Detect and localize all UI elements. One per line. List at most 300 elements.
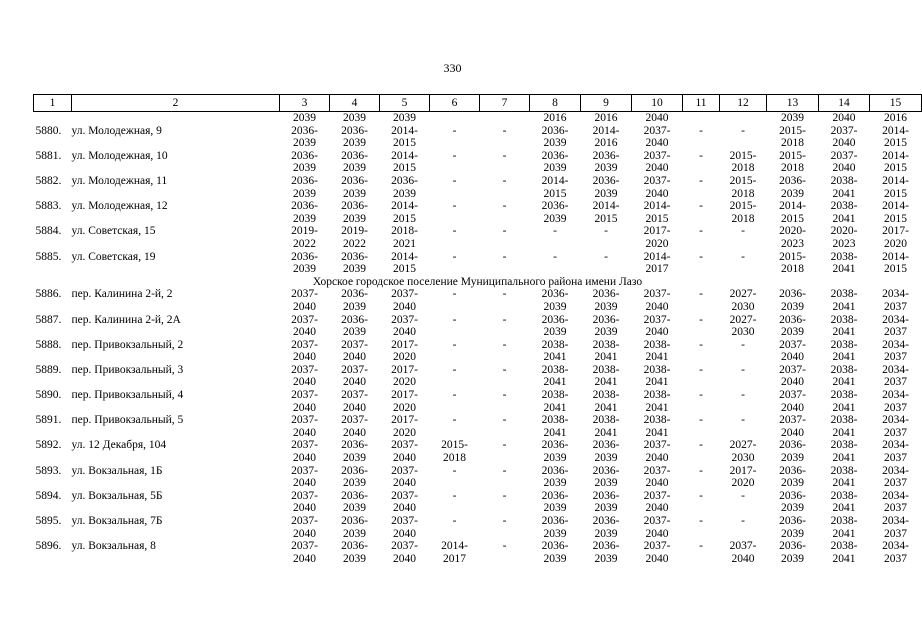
year-cell: 2037- 2040 (830, 124, 858, 150)
year-cell: 2037- 2040 (643, 489, 671, 515)
table-row (34, 150, 922, 175)
year-cell: 2036- 2039 (541, 464, 569, 490)
year-cell: 2037- 2040 (643, 464, 671, 490)
year-cell: - (502, 414, 507, 427)
year-cell: 2036- 2039 (341, 313, 368, 339)
year-cell: 2014- 2015 (592, 200, 620, 225)
year-cell: 2036- 2039 (291, 174, 318, 200)
year-cell: 2038- 2041 (830, 288, 858, 313)
year-cell: - (699, 338, 703, 351)
year-cell: - (553, 225, 557, 238)
year-cell: 2037- 2040 (341, 338, 368, 364)
row-number: 5894. (35, 489, 62, 502)
year-cell: 2016 (543, 112, 567, 124)
year-cell: 2038- 2041 (643, 414, 671, 439)
year-cell: - (452, 363, 457, 376)
column-header: 3 (280, 95, 330, 112)
year-cell: 2036- 2039 (341, 489, 368, 515)
table-row (34, 364, 922, 389)
year-cell: - (741, 363, 745, 376)
column-header: 11 (683, 95, 720, 112)
year-cell: 2037- 2040 (643, 174, 671, 200)
year-cell: - (699, 439, 703, 452)
table-row (34, 314, 922, 339)
year-cell: - (699, 225, 703, 238)
year-cell: 2036- 2039 (541, 200, 569, 225)
year-cell: 2036- 2039 (341, 515, 368, 540)
year-cell: 2014- 2015 (391, 200, 418, 225)
address-cell: пер. Привокзальный, 3 (71, 363, 184, 376)
address-cell: ул. Вокзальная, 1Б (71, 464, 163, 477)
column-header: 9 (581, 95, 632, 112)
year-cell: 2036- 2039 (592, 288, 620, 313)
schedule-table (33, 94, 922, 565)
year-cell: 2036- 2039 (779, 313, 806, 339)
year-cell (430, 112, 480, 125)
year-cell: 2037- 2040 (830, 149, 858, 175)
address-cell: ул. Вокзальная, 8 (71, 540, 156, 553)
year-cell: - (502, 540, 507, 553)
year-cell: 2036- 2039 (341, 200, 368, 225)
year-cell: 2037- 2040 (291, 338, 318, 364)
year-cell: 2014- 2015 (882, 174, 909, 200)
year-cell: 2027- 2030 (729, 288, 757, 313)
year-cell: 2038- 2041 (592, 389, 620, 414)
year-cell: 2036- 2039 (541, 124, 569, 150)
year-cell: - (452, 174, 457, 187)
year-cell: 2036- 2039 (592, 313, 620, 339)
year-cell: 2036- 2039 (779, 174, 806, 200)
year-cell: 2038- 2041 (541, 414, 569, 439)
table-row (34, 465, 922, 490)
row-number: 5891. (35, 414, 62, 427)
year-cell: - (699, 288, 703, 301)
year-cell: 2037- 2040 (391, 313, 418, 339)
address-cell: пер. Калинина 2-й, 2 (71, 288, 173, 301)
column-header: 12 (720, 95, 767, 112)
year-cell: 2037- 2040 (291, 515, 318, 540)
year-cell: 2034- 2037 (882, 464, 909, 490)
year-cell: 2018- 2021 (391, 225, 418, 250)
year-cell: 2037- 2040 (779, 414, 806, 439)
address-cell: пер. Привокзальный, 5 (71, 414, 184, 427)
year-cell: 2037- 2040 (341, 363, 368, 389)
address-cell: ул. Молодежная, 9 (71, 124, 162, 137)
year-cell: 2037- 2040 (643, 313, 671, 339)
year-cell: 2040 (832, 112, 856, 124)
year-cell: 2034- 2037 (882, 389, 909, 414)
year-cell: 2014- 2017 (441, 540, 468, 565)
year-cell: 2038- 2041 (541, 389, 569, 414)
year-cell: 2039 (393, 112, 416, 124)
year-cell: 2036- 2039 (541, 149, 569, 175)
year-cell: 2017- 2020 (391, 389, 418, 414)
year-cell: 2036- 2039 (541, 489, 569, 515)
row-number: 5889. (35, 363, 62, 376)
year-cell: 2016 (594, 112, 618, 124)
year-cell: - (741, 389, 745, 402)
year-cell: 2037- 2040 (391, 439, 418, 465)
year-cell: 2037- 2040 (291, 313, 318, 339)
year-cell: 2038- 2041 (830, 389, 858, 414)
year-cell: 2036- 2039 (592, 174, 620, 200)
year-cell: 2020- 2023 (830, 225, 858, 250)
year-cell: 2036- 2039 (541, 540, 569, 565)
table-row (34, 389, 922, 414)
year-cell: - (741, 414, 745, 427)
year-cell: - (604, 250, 608, 263)
year-cell: 2034- 2037 (882, 540, 909, 565)
year-cell: - (502, 389, 507, 402)
year-cell: 2038- 2041 (830, 414, 858, 439)
year-cell: 2014- 2015 (882, 250, 909, 276)
address-cell: ул. Вокзальная, 7Б (71, 515, 163, 527)
year-cell: 2038- 2041 (541, 338, 569, 364)
year-cell: - (553, 250, 557, 263)
year-cell: 2037- 2040 (391, 515, 418, 540)
year-cell: 2037- 2040 (291, 439, 318, 465)
year-cell: - (452, 313, 457, 326)
year-cell: 2036- 2039 (341, 540, 368, 565)
year-cell: 2036- 2039 (592, 464, 620, 490)
year-cell: 2038- 2041 (830, 313, 858, 339)
year-cell: 2017- 2020 (729, 464, 757, 490)
year-cell: 2037- 2040 (291, 464, 318, 490)
year-cell: 2014- 2015 (882, 149, 909, 175)
column-header: 15 (870, 95, 922, 112)
address-cell: пер. Привокзальный, 4 (71, 389, 184, 402)
year-cell: - (502, 200, 507, 213)
year-cell: 2015- 2018 (441, 439, 468, 465)
year-cell: 2036- 2039 (779, 464, 806, 490)
row-number (34, 112, 72, 125)
year-cell: - (699, 540, 703, 553)
row-number: 5883. (35, 200, 62, 213)
year-cell: - (699, 124, 703, 137)
column-header: 8 (530, 95, 581, 112)
year-cell: 2036- 2039 (291, 149, 318, 175)
year-cell: - (699, 200, 703, 213)
year-cell (683, 112, 720, 125)
address-cell: ул. Советская, 15 (71, 225, 156, 238)
year-cell: 2036- 2039 (779, 489, 806, 515)
year-cell: 2014- 2015 (882, 200, 909, 225)
year-cell: 2036- 2039 (341, 288, 368, 313)
address-cell (72, 112, 280, 125)
year-cell: - (741, 338, 745, 351)
year-cell: 2017- 2020 (391, 363, 418, 389)
year-cell: - (699, 250, 703, 263)
year-cell: 2038- 2041 (830, 464, 858, 490)
year-cell: - (699, 515, 703, 527)
column-header: 1 (34, 95, 72, 112)
year-cell: 2037- 2040 (779, 338, 806, 364)
year-cell: - (699, 464, 703, 477)
year-cell: 2036- 2039 (779, 288, 806, 313)
year-cell: 2036- 2039 (592, 149, 620, 175)
year-cell: 2017- 2020 (391, 338, 418, 364)
year-cell: 2037- 2040 (291, 288, 318, 313)
year-cell: - (741, 515, 745, 527)
year-cell: 2037- 2040 (779, 363, 806, 389)
year-cell: 2036- 2039 (291, 250, 318, 276)
year-cell: 2036- 2039 (592, 439, 620, 465)
year-cell: - (741, 225, 745, 238)
year-cell: 2036- 2039 (541, 313, 569, 339)
year-cell: 2034- 2037 (882, 288, 909, 313)
year-cell: 2036- 2039 (592, 540, 620, 565)
year-cell: 2037- 2040 (391, 464, 418, 490)
year-cell: - (699, 149, 703, 162)
year-cell: 2034- 2037 (882, 439, 909, 465)
year-cell: - (452, 515, 457, 527)
year-cell: 2015- 2018 (779, 250, 806, 276)
year-cell: 2036- 2039 (291, 200, 318, 225)
year-cell: - (699, 174, 703, 187)
year-cell: 2038- 2041 (643, 389, 671, 414)
year-cell: 2014- 2015 (779, 200, 806, 225)
year-cell: 2014- 2017 (643, 250, 671, 276)
year-cell: - (502, 363, 507, 376)
address-cell: ул. Молодежная, 11 (71, 174, 168, 187)
year-cell: 2014- 2016 (592, 124, 620, 150)
row-number: 5882. (35, 174, 62, 187)
year-cell: - (604, 225, 608, 238)
year-cell: 2037- 2040 (391, 288, 418, 313)
column-header: 4 (330, 95, 380, 112)
year-cell: - (452, 149, 457, 162)
year-cell: - (502, 489, 507, 502)
address-cell: ул. Молодежная, 12 (71, 200, 168, 213)
year-cell: 2034- 2037 (882, 338, 909, 364)
year-cell: 2019- 2022 (341, 225, 368, 250)
year-cell: 2037- 2040 (291, 414, 318, 439)
year-cell: 2037- 2040 (643, 540, 671, 565)
year-cell: 2038- 2041 (592, 338, 620, 364)
year-cell: - (502, 174, 507, 187)
year-cell: 2015- 2018 (729, 174, 757, 200)
address-cell: пер. Калинина 2-й, 2А (71, 313, 181, 326)
year-cell: 2036- 2039 (341, 439, 368, 465)
year-cell: 2037- 2040 (291, 489, 318, 515)
year-cell: 2036- 2039 (592, 489, 620, 515)
year-cell: - (452, 464, 457, 477)
row-number: 5881. (35, 149, 62, 162)
address-cell: ул. Советская, 19 (71, 250, 156, 263)
table-row (34, 490, 922, 515)
year-cell: 2038- 2041 (830, 250, 858, 276)
year-cell: 2016 (884, 112, 907, 124)
year-cell: - (699, 414, 703, 427)
continuation-row (34, 112, 922, 125)
year-cell: 2036- 2039 (391, 174, 418, 200)
table-row (34, 251, 922, 276)
year-cell: 2014- 2015 (391, 149, 418, 175)
year-cell: 2036- 2039 (541, 439, 569, 465)
year-cell: - (502, 124, 507, 137)
year-cell: - (699, 313, 703, 326)
year-cell: - (699, 389, 703, 402)
year-cell: - (452, 200, 457, 213)
year-cell: 2017- 2020 (882, 225, 909, 250)
year-cell: - (502, 288, 507, 301)
row-number: 5893. (35, 464, 62, 477)
row-number: 5887. (35, 313, 62, 326)
year-cell: - (502, 439, 507, 452)
year-cell: 2036- 2039 (341, 149, 368, 175)
table-row (34, 414, 922, 439)
year-cell: 2040 (645, 112, 669, 124)
year-cell: - (452, 250, 457, 263)
year-cell: - (502, 149, 507, 162)
year-cell: 2017- 2020 (391, 414, 418, 439)
year-cell: 2014- 2015 (391, 250, 418, 276)
year-cell: 2034- 2037 (882, 515, 909, 540)
year-cell: 2038- 2041 (830, 174, 858, 200)
row-number: 5885. (35, 250, 62, 263)
year-cell: 2037- 2040 (341, 389, 368, 414)
year-cell: 2036- 2039 (341, 174, 368, 200)
year-cell: 2036- 2039 (291, 124, 318, 150)
column-header: 10 (632, 95, 683, 112)
year-cell: 2034- 2037 (882, 363, 909, 389)
year-cell: 2037- 2040 (341, 414, 368, 439)
row-number: 5890. (35, 389, 62, 402)
year-cell: 2036- 2039 (592, 515, 620, 540)
table-row (34, 200, 922, 225)
year-cell: 2038- 2041 (830, 338, 858, 364)
year-cell: - (452, 489, 457, 502)
year-cell: 2019- 2022 (291, 225, 318, 250)
year-cell: - (741, 250, 745, 263)
row-number: 5888. (35, 338, 62, 351)
year-cell: 2014- 2015 (882, 124, 909, 150)
year-cell: 2037- 2040 (291, 540, 318, 565)
year-cell: 2037- 2040 (643, 288, 671, 313)
year-cell: 2036- 2039 (779, 439, 806, 465)
year-cell: 2038- 2041 (643, 338, 671, 364)
year-cell: 2038- 2041 (830, 515, 858, 540)
year-cell: 2017- 2020 (643, 225, 671, 250)
year-cell: 2034- 2037 (882, 489, 909, 515)
year-cell: - (452, 288, 457, 301)
year-cell: 2037- 2040 (291, 389, 318, 414)
year-cell: 2038- 2041 (830, 489, 858, 515)
table-row (34, 339, 922, 364)
column-header: 5 (380, 95, 430, 112)
year-cell: 2014- 2015 (391, 124, 418, 150)
row-number: 5880. (35, 124, 62, 137)
year-cell: - (452, 225, 457, 238)
year-cell: - (452, 124, 457, 137)
year-cell: 2036- 2039 (541, 515, 569, 540)
row-number: 5895. (35, 515, 62, 527)
year-cell: 2039 (343, 112, 366, 124)
address-cell: пер. Привокзальный, 2 (71, 338, 184, 351)
row-number: 5892. (35, 439, 62, 452)
year-cell: - (741, 489, 745, 502)
column-header: 14 (819, 95, 870, 112)
address-cell: ул. Молодежная, 10 (71, 149, 168, 162)
year-cell: 2037- 2040 (391, 540, 418, 565)
section-title: Хорское городское поселение Муниципального района имени Лазо (312, 275, 643, 288)
section-row (34, 276, 922, 289)
year-cell: 2037- 2040 (779, 389, 806, 414)
year-cell: 2034- 2037 (882, 313, 909, 339)
address-cell: ул. Вокзальная, 5Б (71, 489, 163, 502)
table-row (34, 439, 922, 464)
table-row (34, 225, 922, 250)
year-cell: 2015- 2018 (729, 200, 757, 225)
year-cell: 2036- 2039 (341, 124, 368, 150)
column-header: 13 (767, 95, 819, 112)
year-cell: 2037- 2040 (643, 515, 671, 540)
year-cell: 2036- 2039 (341, 250, 368, 276)
year-cell: 2038- 2041 (830, 363, 858, 389)
year-cell: 2015- 2018 (729, 149, 757, 175)
year-cell: 2015- 2018 (779, 124, 806, 150)
table-row (34, 515, 922, 540)
year-cell: - (699, 363, 703, 376)
column-header: 6 (430, 95, 480, 112)
year-cell: - (741, 124, 745, 137)
year-cell: 2038- 2041 (592, 414, 620, 439)
year-cell: - (502, 515, 507, 527)
year-cell: 2015- 2018 (779, 149, 806, 175)
table-row (34, 540, 922, 565)
row-number: 5886. (35, 288, 62, 301)
header-row (34, 95, 922, 112)
year-cell: 2039 (781, 112, 804, 124)
year-cell: 2014- 2015 (643, 200, 671, 225)
row-number: 5884. (35, 225, 62, 238)
year-cell: - (502, 464, 507, 477)
year-cell: 2036- 2039 (779, 540, 806, 565)
table-row (34, 175, 922, 200)
year-cell: 2038- 2041 (541, 363, 569, 389)
table-row (34, 288, 922, 313)
year-cell: 2037- 2040 (729, 540, 757, 565)
row-number: 5896. (35, 540, 62, 553)
year-cell: 2027- 2030 (729, 313, 757, 339)
year-cell: - (502, 225, 507, 238)
year-cell: - (502, 250, 507, 263)
year-cell: 2038- 2041 (592, 363, 620, 389)
table-row (34, 125, 922, 150)
year-cell: 2038- 2041 (830, 200, 858, 225)
year-cell: 2014- 2015 (541, 174, 569, 200)
year-cell: 2020- 2023 (779, 225, 806, 250)
year-cell (480, 112, 530, 125)
year-cell: - (502, 313, 507, 326)
year-cell: 2037- 2040 (643, 149, 671, 175)
year-cell: 2038- 2041 (643, 363, 671, 389)
year-cell: 2036- 2039 (341, 464, 368, 490)
year-cell: 2037- 2040 (643, 124, 671, 150)
year-cell: 2039 (293, 112, 316, 124)
column-header: 7 (480, 95, 530, 112)
year-cell: - (452, 414, 457, 427)
column-header: 2 (72, 95, 280, 112)
year-cell: 2034- 2037 (882, 414, 909, 439)
year-cell: 2038- 2041 (830, 439, 858, 465)
address-cell: ул. 12 Декабря, 104 (71, 439, 167, 452)
year-cell: 2036- 2039 (779, 515, 806, 540)
year-cell: 2036- 2039 (541, 288, 569, 313)
year-cell: 2037- 2040 (391, 489, 418, 515)
year-cell: - (502, 338, 507, 351)
year-cell: - (699, 489, 703, 502)
